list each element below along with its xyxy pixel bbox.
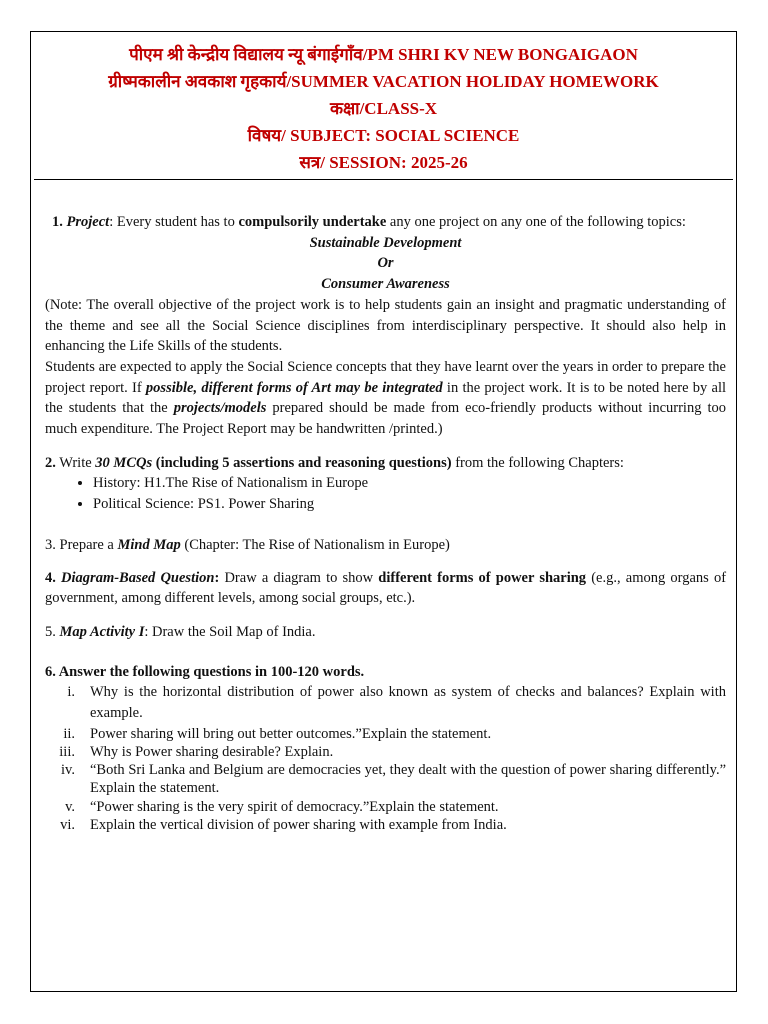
session-line: सत्र/ SESSION: 2025-26: [299, 153, 468, 172]
list-item: [45, 798, 726, 816]
q3-bi: Mind Map: [117, 536, 181, 553]
item-number: ii.: [63, 725, 75, 742]
q6-question-list: [45, 682, 726, 833]
list-item: • History: H1.The Rise of Nationalism in Europe: [93, 473, 726, 494]
item-text: Power sharing will bring out better outcomes.”Explain the statement.: [90, 725, 492, 742]
list-item: [45, 816, 726, 834]
q1-number: 1.: [52, 214, 63, 230]
item-text: Why is Power sharing desirable? Explain.: [90, 743, 334, 760]
q2-bold: (including 5 assertions and reasoning questions): [152, 454, 452, 471]
q3-text-b: (Chapter: The Rise of Nationalism in Europe): [180, 536, 450, 553]
q2-number: 2.: [45, 454, 56, 471]
list-item: [45, 743, 726, 761]
q6-heading-text: 6. Answer the following questions in 100-120 words.: [45, 663, 365, 680]
list-item: • Political Science: PS1. Power Sharing: [93, 494, 726, 515]
q2-intro: [45, 453, 726, 474]
q4: [45, 568, 726, 609]
q3: [45, 535, 726, 556]
q5: [45, 622, 726, 643]
q4-number: 4.: [45, 569, 56, 586]
q1-para-b: in the project work. It is to be noted here by all the students that the: [45, 379, 726, 417]
q4-bold: different forms of power sharing: [378, 569, 587, 586]
q1-intro: [45, 212, 726, 233]
q1-paragraph: [45, 357, 726, 440]
list-item: [45, 725, 726, 743]
topic-or: Or: [377, 255, 394, 272]
list-item: [45, 682, 726, 724]
homework-title: ग्रीष्मकालीन अवकाश गृहकार्य/SUMMER VACATION HOLIDAY HOMEWORK: [108, 72, 659, 91]
q1-text-b: any one project on any one of the following topics:: [386, 214, 686, 230]
header-divider: [34, 179, 733, 180]
page-frame: [30, 31, 737, 992]
q6-heading: [45, 662, 726, 683]
item-text: Why is the horizontal distribution of power also known as system of checks and balances? Explain with example.: [90, 684, 726, 722]
item-number: iv.: [61, 762, 75, 779]
item-number: vi.: [60, 816, 75, 833]
q2-bi: 30 MCQs: [95, 454, 153, 471]
item-text: “Power sharing is the very spirit of democracy.”Explain the statement.: [90, 798, 499, 815]
list-item: [45, 761, 726, 797]
q1-bold: compulsorily undertake: [238, 214, 387, 230]
item-number: i.: [67, 684, 75, 701]
q1-para-bi1: possible, different forms of Art may be integrated: [145, 379, 443, 396]
q5-text-b: : Draw the Soil Map of India.: [144, 623, 316, 640]
item-number: v.: [65, 798, 75, 815]
homework-content: [45, 212, 726, 834]
q2-text-a: Write: [55, 454, 96, 471]
q1-para-bi2: projects/models: [173, 400, 267, 417]
q2-chapter-list: [45, 473, 726, 514]
school-name: पीएम श्री केन्द्रीय विद्यालय न्यू बंगाईगाँव/PM SHRI KV NEW BONGAIGAON: [129, 45, 638, 64]
q3-text-a: 3. Prepare a: [45, 536, 118, 553]
topic-2: Consumer Awareness: [321, 276, 450, 293]
q4-colon: :: [214, 569, 220, 586]
q2-text-b: from the following Chapters:: [451, 454, 624, 471]
q1-text-a: : Every student has to: [109, 214, 239, 230]
subject-line: विषय/ SUBJECT: SOCIAL SCIENCE: [247, 126, 520, 145]
item-number: iii.: [59, 743, 75, 760]
topic-1: Sustainable Development: [309, 234, 462, 251]
q1-para-c: prepared should be made from eco-friendly products without incurring too much expenditure. The Project Report may be handwritten /printed.): [45, 400, 726, 438]
q1-para-a: Students are expected to apply the Social Science concepts that they have learnt over the years in order to prepare the project report. If: [45, 358, 726, 396]
q5-text-a: 5.: [45, 623, 60, 640]
q4-bi: Diagram-Based Question: [61, 569, 215, 586]
q5-bi: Map Activity I: [59, 623, 145, 640]
q4-text-b: (e.g., among organs of government, among different levels, among social groups, etc.).: [45, 569, 727, 607]
item-text: “Both Sri Lanka and Belgium are democracies yet, they dealt with the question of power sharing differently.” Explain the statement.: [90, 762, 726, 797]
q4-text-a: Draw a diagram to show: [219, 569, 379, 586]
class-line: कक्षा/CLASS-X: [329, 99, 438, 118]
q1-label: Project: [66, 214, 110, 230]
item-text: Explain the vertical division of power sharing with example from India.: [90, 816, 507, 833]
q1-note: (Note: The overall objective of the project work is to help students gain an insight and pragmatic understanding of the theme and see all the Social Science disciplines from interdisciplinary perspective. It should also help in enhancing the Life Skills of the students.: [45, 296, 726, 355]
document-header: [31, 32, 736, 176]
